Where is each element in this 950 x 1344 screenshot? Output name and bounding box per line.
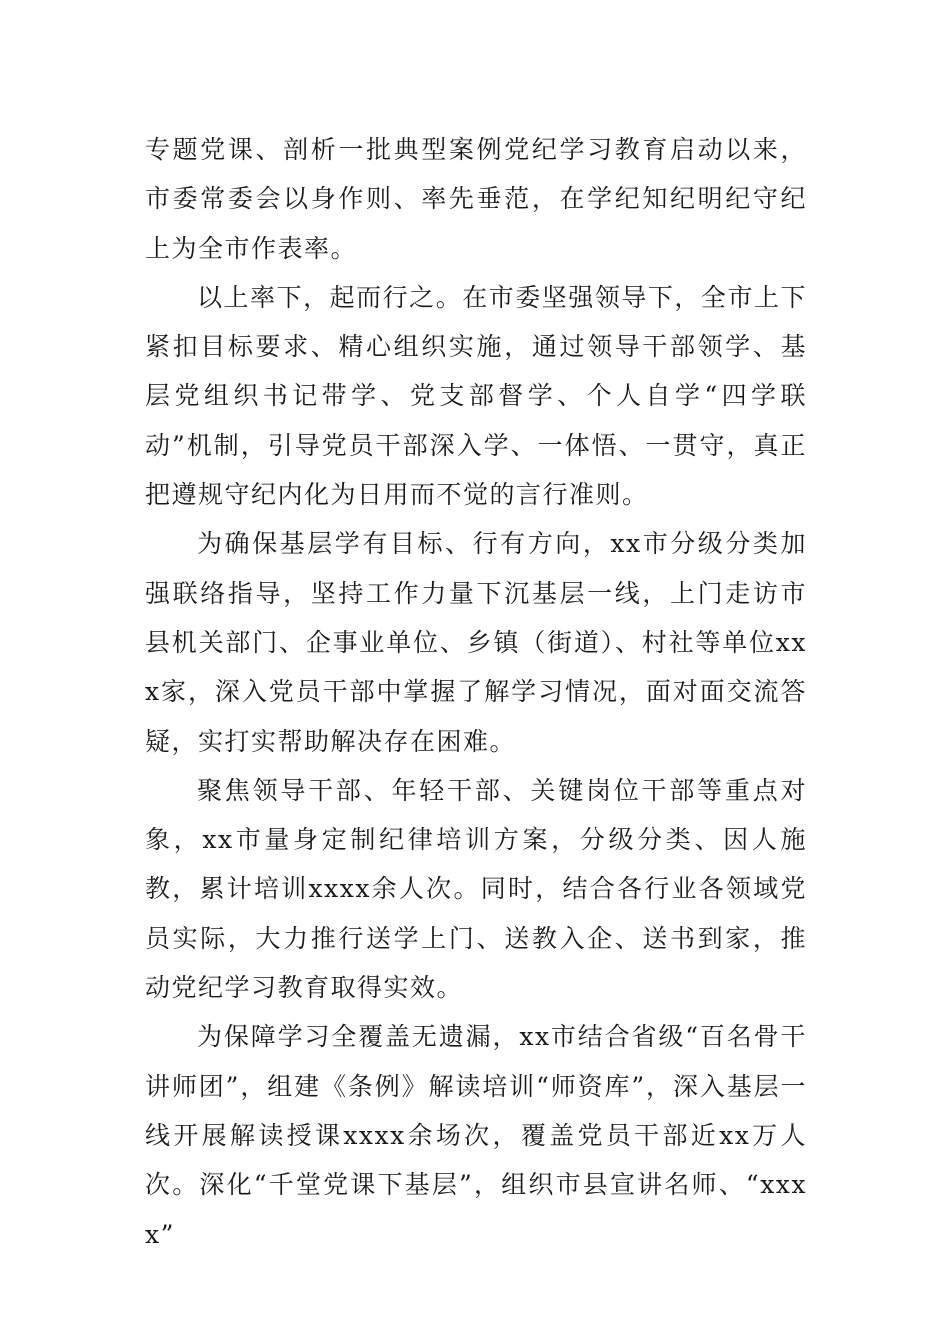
paragraph-1: 专题党课、剖析一批典型案例党纪学习教育启动以来，市委常委会以身作则、率先垂范，在学纪知纪明纪守纪上为全市作表率。	[145, 135, 807, 263]
document-body	[145, 125, 807, 1259]
paragraph-4: 聚焦领导干部、年轻干部、关键岗位干部等重点对象，xx市量身定制纪律培训方案，分级分类、因人施教，累计培训xxxx余人次。同时，结合各行业各领域党员实际，大力推行送学上门、送教入企、送书到家，推动党纪学习教育取得实效。	[145, 775, 807, 1003]
paragraph-5: 为保障学习全覆盖无遗漏，xx市结合省级“百名骨干讲师团”，组建《条例》解读培训“师资库”，深入基层一线开展解读授课xxxx余场次，覆盖党员干部近xx万人次。深化“千堂党课下基层”，组织市县宣讲名师、“xxxx”	[145, 1022, 807, 1249]
paragraph-3: 为确保基层学有目标、行有方向，xx市分级分类加强联络指导，坚持工作力量下沉基层一线，上门走访市县机关部门、企事业单位、乡镇（街道）、村社等单位xxx家，深入党员干部中掌握了解学习情况，面对面交流答疑，实打实帮助解决存在困难。	[145, 529, 807, 756]
paragraph-2: 以上率下，起而行之。在市委坚强领导下，全市上下紧扣目标要求、精心组织实施，通过领导干部领学、基层党组织书记带学、党支部督学、个人自学“四学联动”机制，引导党员干部深入学、一体悟、一贯守，真正把遵规守纪内化为日用而不觉的言行准则。	[145, 282, 807, 510]
